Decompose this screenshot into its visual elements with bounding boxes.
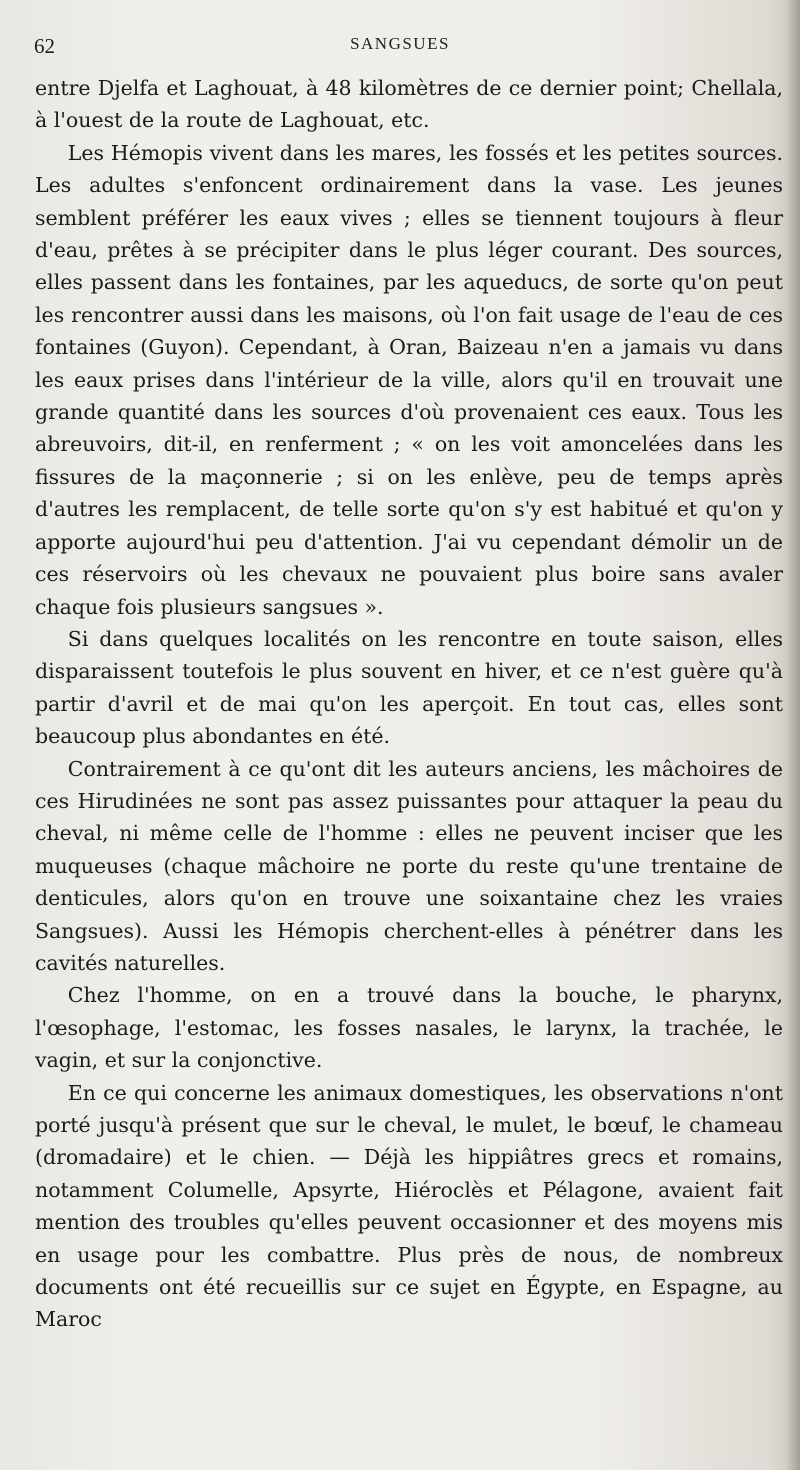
paragraph-habitat: Les Hémopis vivent dans les mares, les fossés et les petites sources. Les adultes s'enfoncent ordinairement dans la vase. Les jeunes semblent préférer les eaux vives ; elles se tiennent toujours à fleur d'eau, prêtes à se précipiter dans le plus léger courant. Des sources, elles passent dans les fontaines, par les aqueducs, de sorte qu'on peut les rencontrer aussi dans les maisons, où l'on fait usage de l'eau de ces fontaines (Guyon). Cependant, à Oran, Baizeau n'en a jamais vu dans les eaux prises dans l'intérieur de la ville, alors qu'il en trouvait une grande quantité dans les sources d'où provenaient ces eaux. Tous les abreuvoirs, dit-il, en renferment ; « on les voit amoncelées dans les fissures de la maçonnerie ; si on les enlève, peu de temps après d'autres les remplacent, de telle sorte qu'on s'y est habitué et qu'on y apporte aujourd'hui peu d'attention. J'ai vu cependant démolir un de ces réservoirs où les chevaux ne pouvaient plus boire sans avaler chaque fois plusieurs sangsues ». [35, 140, 783, 619]
page-header [0, 30, 800, 60]
body-text [35, 72, 783, 1336]
paragraph-human-cases: Chez l'homme, on en a trouvé dans la bouche, le pharynx, l'œsophage, l'estomac, les fosses nasales, le larynx, la trachée, le vagin, et sur la conjonctive. [35, 983, 783, 1073]
page-number: 62 [34, 34, 55, 58]
page-gutter-shadow [786, 0, 800, 1470]
paragraph-seasons: Si dans quelques localités on les rencontre en toute saison, elles disparaissent toutefois le plus souvent en hiver, et ce n'est guère qu'à partir d'avril et de mai qu'on les aperçoit. En tout cas, elles sont beaucoup plus abondantes en été. [35, 626, 783, 749]
paragraph-jaws: Contrairement à ce qu'ont dit les auteurs anciens, les mâchoires de ces Hirudinées ne sont pas assez puissantes pour attaquer la peau du cheval, ni même celle de l'homme : elles ne peuvent inciser que les muqueuses (chaque mâchoire ne porte du reste qu'une trentaine de denticules, alors qu'on en trouve une soixantaine chez les vraies Sangsues). Aussi les Hémopis cherchent-elles à pénétrer dans les cavités naturelles. [35, 756, 783, 975]
paragraph-continued: entre Djelfa et Laghouat, à 48 kilomètres de ce dernier point; Chellala, à l'ouest de la route de Laghouat, etc. [35, 76, 783, 133]
paragraph-domestic-animals: En ce qui concerne les animaux domestiques, les observations n'ont porté jusqu'à présent que sur le cheval, le mulet, le bœuf, le chameau (dromadaire) et le chien. — Déjà les hippiâtres grecs et romains, notamment Columelle, Apsyrte, Hiéroclès et Pélagone, avaient fait mention des troubles qu'elles peuvent occasionner et des moyens mis en usage pour les combattre. Plus près de nous, de nombreux documents ont été recueillis sur ce sujet en Égypte, en Espagne, au Maroc [35, 1080, 783, 1332]
running-title: SANGSUES [350, 34, 450, 53]
